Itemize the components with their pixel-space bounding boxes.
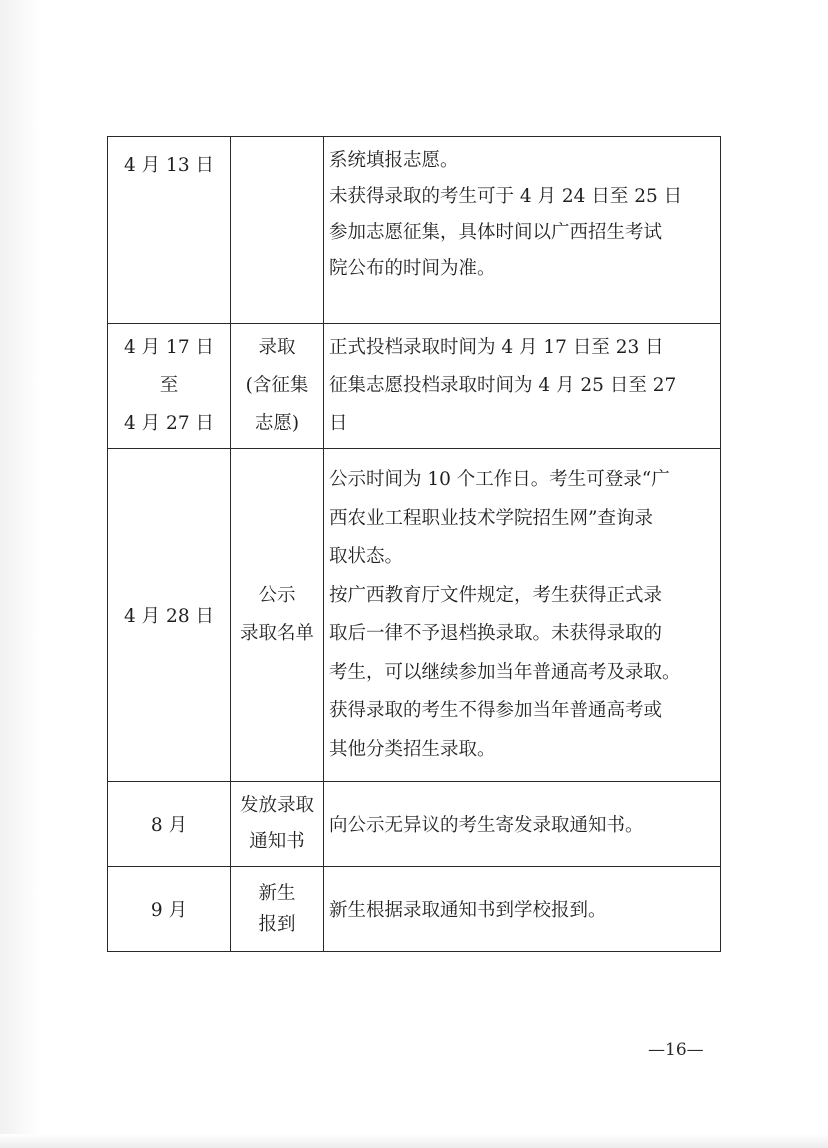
item-text: 报到 xyxy=(258,914,296,935)
description-line: 向公示无异议的考生寄发录取通知书。 xyxy=(329,815,644,836)
description-line: 按广西教育厅文件规定，考生获得正式录 xyxy=(329,584,663,606)
item-text: 录取名单 xyxy=(239,623,314,644)
item-text: 新生 xyxy=(258,883,296,904)
description-line: 征集志愿投档录取时间为 4 月 25 日至 27 xyxy=(329,375,677,396)
date-cell xyxy=(108,867,231,952)
description-cell xyxy=(324,867,721,952)
item-text: 录取 xyxy=(258,337,296,358)
description-line: 公示时间为 10 个工作日。考生可登录“广 xyxy=(329,469,670,490)
description-cell xyxy=(324,449,721,782)
date-cell xyxy=(108,324,231,449)
description-line: 院公布的时间为准。 xyxy=(329,258,496,279)
date-cell xyxy=(108,449,231,782)
description-line: 考生，可以继续参加当年普通高考及录取。 xyxy=(329,661,681,683)
table-row xyxy=(108,324,721,449)
date-text: 4 月 17 日 xyxy=(124,337,214,358)
date-text: 8 月 xyxy=(150,815,188,836)
description-line: 新生根据录取通知书到学校报到。 xyxy=(329,900,607,921)
description-line: 获得录取的考生不得参加当年普通高考或 xyxy=(329,700,663,721)
description-line: 系统填报志愿。 xyxy=(329,150,459,171)
description-line: 取后一律不予退档换录取。未获得录取的 xyxy=(329,623,663,644)
description-line: 取状态。 xyxy=(329,546,404,567)
description-line: 西农业工程职业技术学院招生网”查询录 xyxy=(329,507,653,529)
item-cell xyxy=(231,449,324,782)
description-cell xyxy=(324,137,721,324)
description-line: 日 xyxy=(329,413,348,434)
description-cell xyxy=(324,782,721,867)
date-cell xyxy=(108,782,231,867)
description-line: 未获得录取的考生可于 4 月 24 日至 25 日 xyxy=(329,186,683,207)
description-line: 其他分类招生录取。 xyxy=(329,738,496,760)
item-cell xyxy=(231,324,324,449)
description-line: 参加志愿征集，具体时间以广西招生考试 xyxy=(329,222,663,243)
item-text: 志愿) xyxy=(254,413,300,434)
table-row xyxy=(108,782,721,867)
item-cell xyxy=(231,782,324,867)
date-text: 4 月 28 日 xyxy=(124,606,214,627)
item-text: 发放录取 xyxy=(239,795,314,816)
date-cell xyxy=(108,137,231,324)
description-cell xyxy=(324,324,721,449)
item-text: (含征集 xyxy=(245,375,309,396)
date-text: 4 月 13 日 xyxy=(124,155,214,176)
date-text: 至 xyxy=(159,375,179,396)
item-cell xyxy=(231,137,324,324)
page-edge-shadow xyxy=(0,0,40,1148)
table-row xyxy=(108,137,721,324)
page-number: —16— xyxy=(648,1040,704,1060)
item-cell xyxy=(231,867,324,952)
date-text: 9 月 xyxy=(150,900,188,921)
item-text: 通知书 xyxy=(249,831,305,852)
table-row xyxy=(108,449,721,782)
admission-schedule-table xyxy=(107,136,721,952)
table-row xyxy=(108,867,721,952)
item-text: 公示 xyxy=(258,585,296,606)
page-bottom-shadow xyxy=(0,1134,828,1148)
description-line: 正式投档录取时间为 4 月 17 日至 23 日 xyxy=(329,337,664,358)
date-text: 4 月 27 日 xyxy=(124,413,214,434)
